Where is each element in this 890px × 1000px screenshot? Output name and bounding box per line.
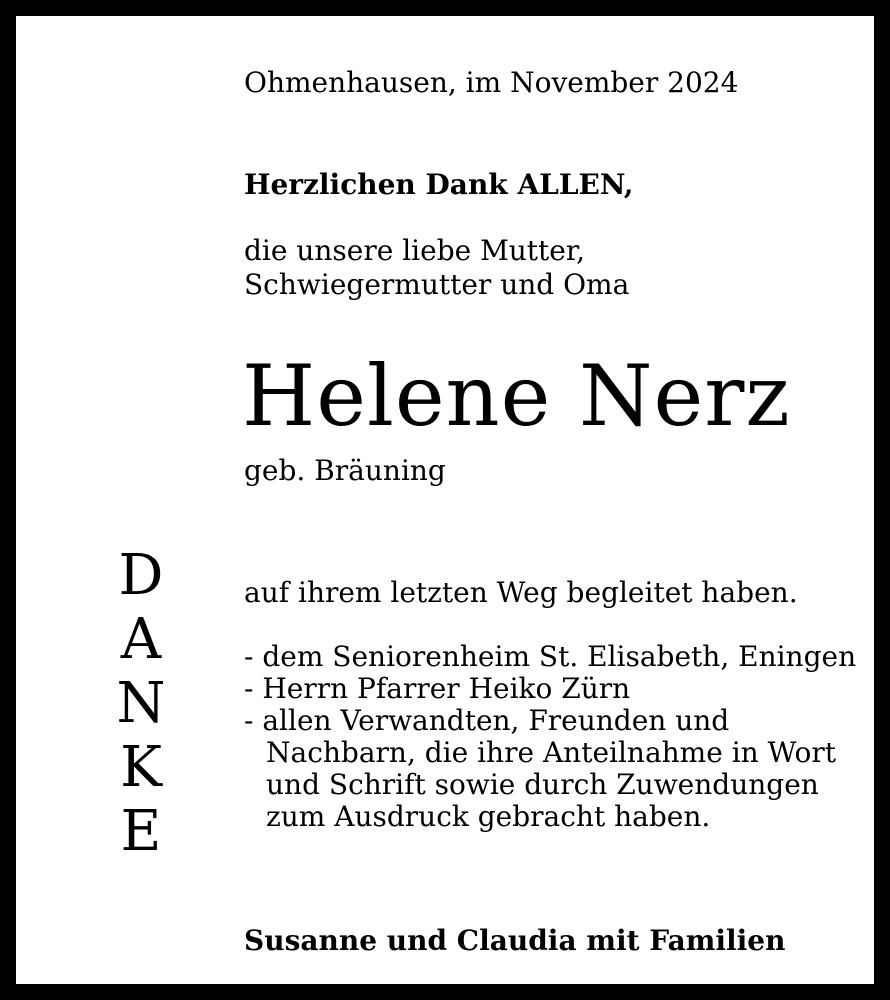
deceased-name: Helene Nerz [242,347,791,445]
thanks-list-item: - Herrn Pfarrer Heiko Zürn [244,672,631,705]
intro-line-2: Schwiegermutter und Oma [244,268,630,301]
intro-line-1: die unsere liebe Mutter, [244,234,586,267]
danke-vertical-word [106,544,176,864]
place-date: Ohmenhausen, im November 2024 [244,66,739,99]
birth-name: geb. Bräuning [244,454,446,487]
danke-letter: N [116,671,166,736]
intro-text [244,234,629,302]
danke-letter: E [120,799,162,864]
signature: Susanne und Claudia mit Familien [244,924,786,957]
thanks-list-item: - dem Seniorenheim St. Elisabeth, Eningen [244,640,857,673]
danke-letter: K [120,735,162,800]
danke-letter: D [118,543,164,608]
thanks-list-item-continuation: und Schrift sowie durch Zuwendungen [266,768,819,801]
greeting-heading: Herzlichen Dank ALLEN, [244,168,634,201]
accompanied-text: auf ihrem letzten Weg begleitet haben. [244,576,798,609]
thanks-list-item-continuation: zum Ausdruck gebracht haben. [266,800,711,833]
danke-letter: A [120,607,162,672]
thanks-list [244,641,856,833]
thanks-list-item: - allen Verwandten, Freunden und [244,704,730,737]
thanks-list-item-continuation: Nachbarn, die ihre Anteilnahme in Wort [266,736,836,769]
